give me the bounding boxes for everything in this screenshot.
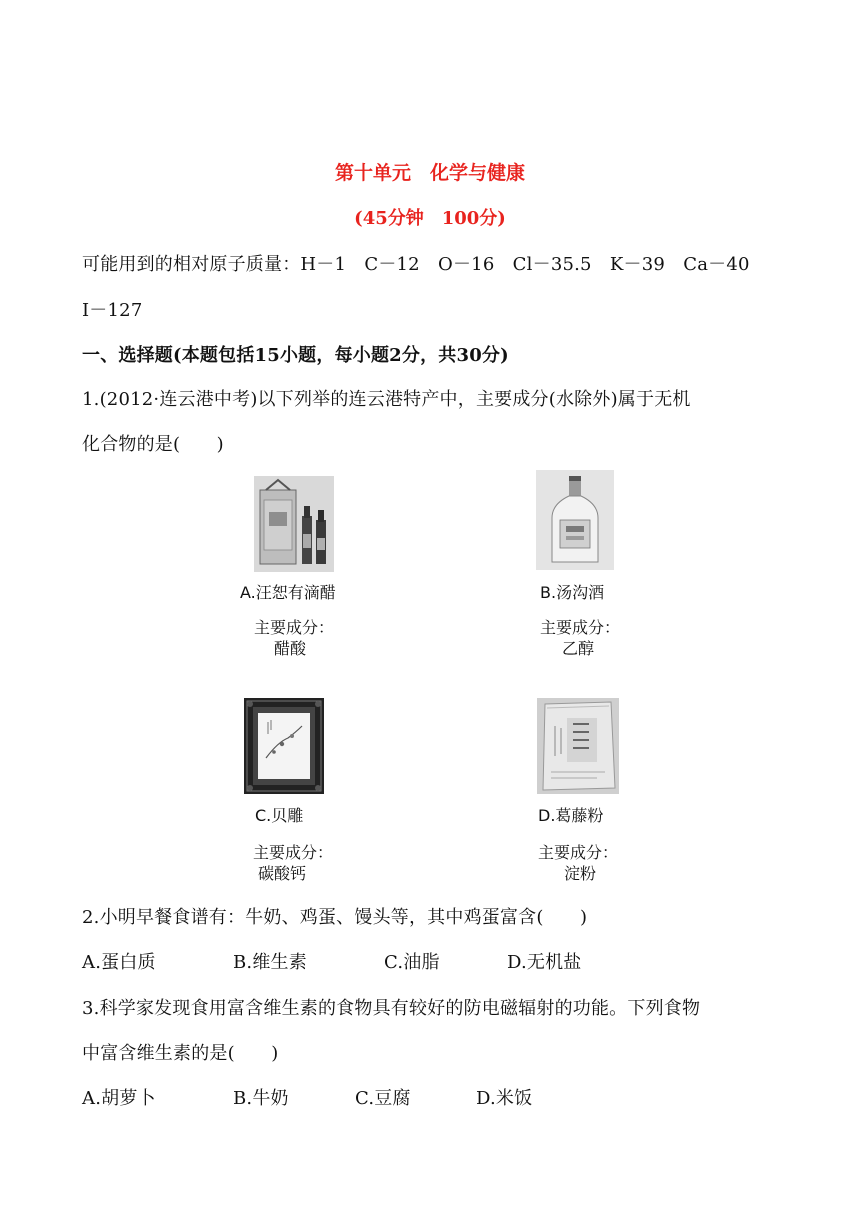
page-subtitle: (45分钟 100分) [354, 208, 506, 229]
question-2-option-c: C.油脂 [384, 952, 440, 973]
option-d-composition: 淀粉 [563, 864, 596, 883]
option-c-composition-title: 主要成分： [253, 843, 334, 862]
option-c-label: C.贝雕 [255, 806, 304, 825]
option-a-composition: 醋酸 [273, 639, 306, 658]
starch-bag-photo [537, 698, 619, 794]
option-a-label: A.汪恕有滴醋 [240, 583, 336, 602]
question-2-option-a: A.蛋白质 [82, 952, 156, 973]
question-3-option-a: A.胡萝卜 [82, 1088, 156, 1109]
question-3-option-b: B.牛奶 [233, 1088, 289, 1109]
atomic-mass-line-1: 可能用到的相对原子质量：H－1 C－12 O－16 Cl－35.5 K－39 Ca－40 [82, 254, 750, 275]
page-title: 第十单元 化学与健康 [334, 162, 525, 184]
question-3-option-c: C.豆腐 [355, 1088, 411, 1109]
vinegar-bottles-photo [254, 476, 334, 572]
section-heading: 一、选择题(本题包括15小题，每小题2分，共30分) [82, 345, 509, 366]
question-3-option-d: D.米饭 [476, 1088, 533, 1109]
option-b-label: B.汤沟酒 [540, 583, 605, 602]
question-2-option-d: D.无机盐 [507, 952, 582, 973]
option-b-composition: 乙醇 [561, 639, 594, 658]
question-2-stem: 2.小明早餐食谱有：牛奶、鸡蛋、馒头等，其中鸡蛋富含( ) [82, 907, 588, 928]
question-2-option-b: B.维生素 [233, 952, 307, 973]
option-d-composition-title: 主要成分： [538, 843, 619, 862]
option-c-composition: 碳酸钙 [257, 864, 306, 883]
option-d-label: D.葛藤粉 [538, 806, 604, 825]
shell-carving-frame-photo [244, 698, 324, 794]
option-b-composition-title: 主要成分： [540, 618, 621, 637]
question-1-stem-line-2: 化合物的是( ) [82, 434, 224, 455]
question-3-stem-line-2: 中富含维生素的是( ) [82, 1043, 279, 1064]
option-a-composition-title: 主要成分： [254, 618, 335, 637]
liquor-bottle-photo [536, 470, 614, 570]
atomic-mass-line-2: I－127 [82, 300, 143, 321]
question-1-stem-line-1: 1.(2012·连云港中考)以下列举的连云港特产中，主要成分(水除外)属于无机 [82, 389, 691, 410]
question-3-stem-line-1: 3.科学家发现食用富含维生素的食物具有较好的防电磁辐射的功能。下列食物 [82, 998, 701, 1019]
